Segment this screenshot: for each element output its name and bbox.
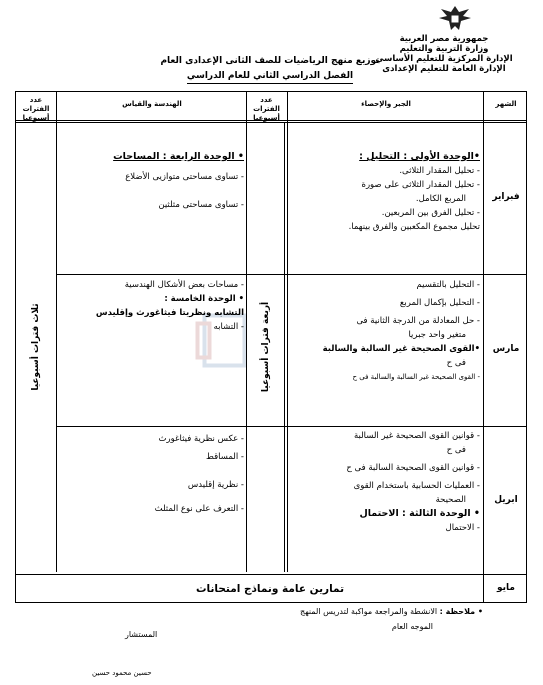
lesson-item: - التحليل بإكمال المربع [399,298,480,308]
lesson-item: - عكس نظرية فيثاغورث [158,434,244,444]
lesson-item: - تساوى مساحتى مثلثين [158,200,244,210]
month-may: مايو [497,583,515,593]
footer-note [300,607,483,616]
curriculum-table [15,91,527,603]
ministry-line: وزارة التربية والتعليم [399,44,489,54]
periods-right-vertical: أربعة فترات أسبوعيا [261,301,271,393]
row-divider [16,574,526,575]
mar-geometry-cell [62,278,244,334]
lesson-item: - التحليل بالتقسيم [416,280,480,290]
lesson-item: - تساوى مساحتى متوازيى الأضلاع [125,172,244,182]
lesson-item: - الاحتمال [445,523,480,533]
col-divider [56,92,57,572]
signature-name: حسين محمود حسين [92,669,152,677]
note-text: الانشطة والمراجعة مواكبة لتدريس المنهج [300,607,438,616]
col-divider [284,122,285,572]
unit-title: • الوحدة الثالثة : الاحتمال [359,508,480,519]
unit-title: • الوحدة الخامسة : [164,294,244,304]
month-february: فبراير [492,192,520,202]
lesson-item: - تحليل الفرق بين المربعين. [381,208,480,218]
lesson-item: - القوى الصحيحة غير السالبة والسالبة فى ح [352,373,480,381]
lesson-item: - العمليات الحسابية باستخدام القوى [353,481,480,491]
lesson-item: •القوى الصحيحة غير السالبة والسالبة [322,344,480,354]
header-month: الشهر [495,100,517,108]
may-cell: تمارين عامة ونماذج امتحانات [195,583,345,595]
lesson-item: - تحليل المقدار الثلاثى. [399,166,480,176]
lesson-item: - التشابه [213,322,244,332]
month-april: ابريل [494,495,518,505]
ministry-line: الإدارة المركزية للتعليم الأساسي [375,54,513,64]
unit-title: • الوحدة الرابعة : المساحات [113,151,244,162]
row-divider [56,426,526,427]
lesson-item: - قوانين القوى الصحيحة غير السالبة [353,431,480,441]
unit-title: •الوحدة الأولى : التحليل : [359,151,480,162]
note-bullet: • [475,607,483,616]
row-divider [56,274,526,275]
lesson-item: فى ح [446,445,466,455]
lesson-item: - تحليل المقدار الثلاثى على صورة [361,180,480,190]
title-line-2: الفصل الدراسي الثاني للعام الدراسي [187,70,353,84]
header-periods-right: عدد الفترات أسبوعيا [253,96,280,122]
lesson-item: - التعرف على نوع المثلث [154,504,244,514]
lesson-item: - حل المعادلة من الدرجة الثانية فى [356,316,480,326]
lesson-item: المربع الكامل. [415,194,466,204]
general-supervisor: الموجه العام [391,622,433,631]
title-line-1: توزيع منهج الرياضيات للصف الثانى الإعدادى العام [160,56,380,66]
lesson-item: الصحيحة [435,495,466,505]
month-march: مارس [492,344,520,354]
lesson-item: - نظرية إقليدس [187,480,244,490]
lesson-item: - المساقط [206,452,244,462]
egypt-eagle-logo [435,4,475,34]
lesson-item: تحليل مجموع المكعبين والفرق بينهما. [348,222,480,232]
header-periods-left: عدد الفترات أسبوعيا [22,96,50,122]
unit-subtitle: التشابه ونظريتا فيثاغورث وإقليدس [95,308,244,318]
document-title [150,55,390,84]
col-divider [287,92,288,572]
col-divider [483,92,484,602]
lesson-item: فى ح [446,358,466,368]
apr-geometry-cell [62,432,244,516]
mar-algebra-cell [292,278,480,384]
lesson-item: - مساحات بعض الأشكال الهندسية [124,280,244,290]
periods-left-vertical: ثلاث فترات أسبوعيا [31,303,41,391]
lesson-item: - قوانين القوى الصحيحة السالبة فى ح [346,463,480,473]
header-geometry: الهندسة والقياس [122,100,182,108]
col-divider [246,92,247,572]
advisor-title: المستشار [125,630,158,639]
apr-algebra-cell [292,429,480,535]
lesson-item: متغير واحد جبريا [408,330,466,340]
feb-algebra-cell [292,150,480,234]
note-label: ملاحظة : [439,607,476,616]
header-algebra: الجبر والإحصاء [361,100,411,108]
feb-geometry-cell [62,150,244,212]
ministry-line: الإدارة العامة للتعليم الإعدادى [382,64,506,74]
ministry-line: جمهورية مصر العربية [399,34,489,44]
